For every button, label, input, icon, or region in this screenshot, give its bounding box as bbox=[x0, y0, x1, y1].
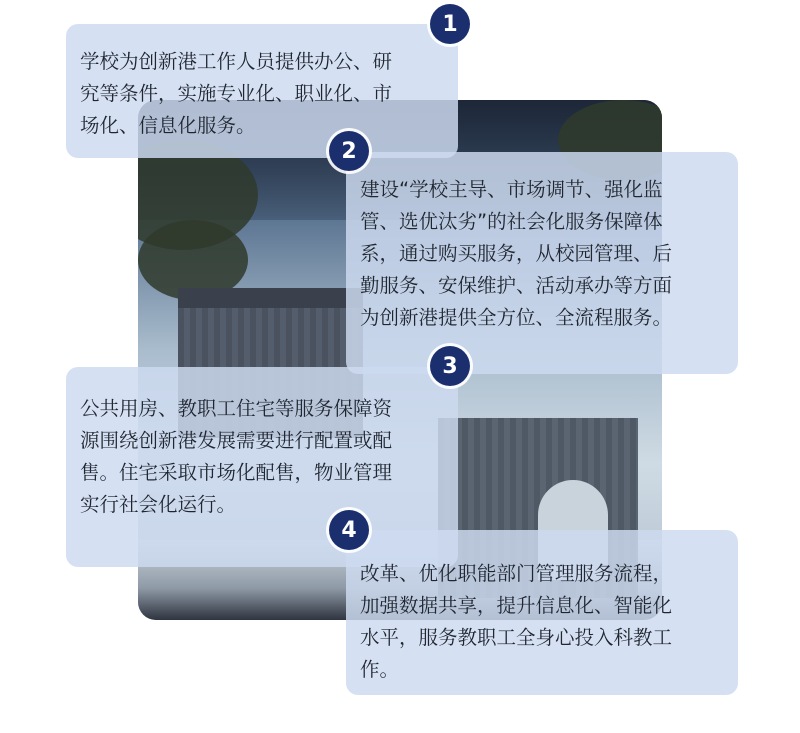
card-line: 管、选优汰劣”的社会化服务保障体 bbox=[360, 210, 663, 233]
card-line: 究等条件，实施专业化、职业化、市 bbox=[80, 82, 393, 105]
card-line: 实行社会化运行。 bbox=[80, 493, 237, 516]
card-line: 建设“学校主导、市场调节、强化监 bbox=[360, 178, 663, 201]
card-line: 作。 bbox=[360, 658, 400, 681]
card-line: 学校为创新港工作人员提供办公、研 bbox=[80, 50, 393, 73]
card-line: 水平，服务教职工全身心投入科教工 bbox=[360, 626, 673, 649]
card-line: 源围绕创新港发展需要进行配置或配 bbox=[80, 429, 393, 452]
card-line: 改革、优化职能部门管理服务流程， bbox=[360, 562, 673, 585]
building-left-roof bbox=[178, 288, 363, 308]
card-line: 为创新港提供全方位、全流程服务。 bbox=[360, 306, 673, 329]
card-line: 售。住宅采取市场化配售，物业管理 bbox=[80, 461, 393, 484]
service-card-2 bbox=[346, 152, 738, 374]
number-badge-2: 2 bbox=[329, 131, 369, 171]
service-card-1 bbox=[66, 24, 458, 158]
card-line: 场化、信息化服务。 bbox=[80, 114, 256, 137]
card-line: 系，通过购买服务，从校园管理、后 bbox=[360, 242, 673, 265]
card-line: 公共用房、教职工住宅等服务保障资 bbox=[80, 397, 393, 420]
number-badge-1: 1 bbox=[430, 4, 470, 44]
number-badge-3: 3 bbox=[430, 346, 470, 386]
card-line: 加强数据共享，提升信息化、智能化 bbox=[360, 594, 673, 617]
number-badge-4: 4 bbox=[329, 510, 369, 550]
card-line: 勤服务、安保维护、活动承办等方面 bbox=[360, 274, 673, 297]
service-card-4 bbox=[346, 530, 738, 695]
